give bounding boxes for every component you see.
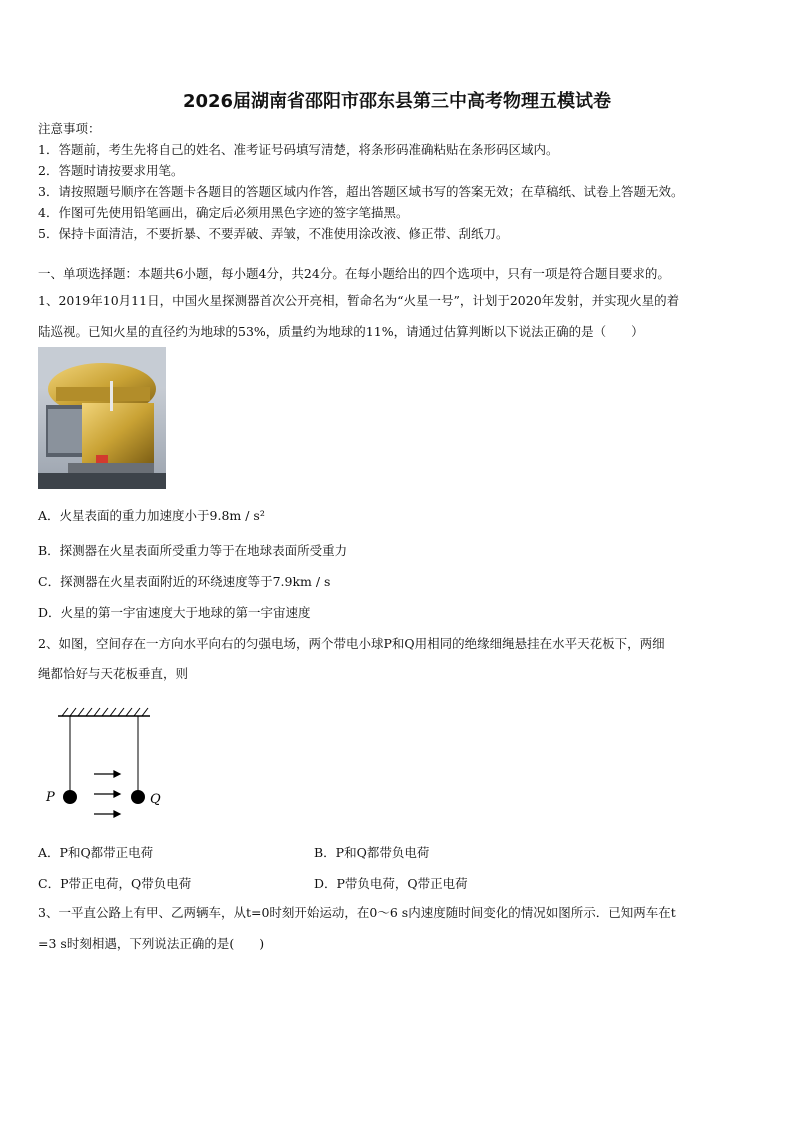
label-q: Q — [150, 792, 161, 807]
notice-item: 3．请按照题号顺序在答题卡各题目的答题区域内作答，超出答题区域书写的答案无效；在草稿纸、试卷上答题无效。 — [38, 184, 684, 199]
question-2-option-c: C．P带正电荷，Q带负电荷 — [38, 876, 192, 891]
question-2-stem-line-2: 绳都恰好与天花板垂直，则 — [38, 666, 189, 681]
electric-field-figure — [38, 700, 178, 820]
question-1-option-c: C．探测器在火星表面附近的环绕速度等于7.9km / s — [38, 574, 331, 589]
exam-title: 2026届湖南省邵阳市邵东县第三中高考物理五模试卷 — [182, 91, 612, 112]
question-2-option-d: D．P带负电荷，Q带正电荷 — [314, 876, 468, 891]
question-1-stem-line-2: 陆巡视。已知火星的直径约为地球的53%，质量约为地球的11%，请通过估算判断以下说法正确的是（ ） — [38, 324, 644, 339]
field-arrows — [94, 771, 120, 817]
question-1-option-d: D．火星的第一宇宙速度大于地球的第一宇宙速度 — [38, 605, 311, 620]
question-3-stem-line-1: 3、一平直公路上有甲、乙两辆车，从t=0时刻开始运动，在0～6 s内速度随时间变化的情况如图所示．已知两车在t — [38, 905, 676, 920]
question-1-option-b: B．探测器在火星表面所受重力等于在地球表面所受重力 — [38, 543, 348, 558]
notice-item: 4．作图可先使用铅笔画出，确定后必须用黑色字迹的签字笔描黑。 — [38, 205, 409, 220]
label-p: P — [46, 790, 55, 805]
ball-p — [63, 790, 77, 804]
notice-heading: 注意事项： — [38, 121, 101, 136]
question-2-option-b: B．P和Q都带负电荷 — [314, 845, 430, 860]
question-2-option-a: A．P和Q都带正电荷 — [38, 845, 154, 860]
notice-item: 5．保持卡面清洁，不要折暴、不要弄破、弄皱，不准使用涂改液、修正带、刮纸刀。 — [38, 226, 509, 241]
question-1-option-a: A．火星表面的重力加速度小于9.8m / s² — [38, 508, 265, 523]
question-2-stem-line-1: 2、如图，空间存在一方向水平向右的匀强电场，两个带电小球P和Q用相同的绝缘细绳悬挂在水平天花板下，两细 — [38, 636, 665, 651]
question-1-stem-line-1: 1、2019年10月11日，中国火星探测器首次公开亮相，暂命名为“火星一号”，计划于2020年发射，并实现火星的着 — [38, 293, 680, 308]
section-heading: 一、单项选择题：本题共6小题，每小题4分，共24分。在每小题给出的四个选项中，只有一项是符合题目要求的。 — [38, 266, 670, 281]
question-3-stem-line-2: =3 s时刻相遇，下列说法正确的是( ) — [38, 936, 265, 951]
notice-item: 2．答题时请按要求用笔。 — [38, 163, 184, 178]
notice-item: 1．答题前，考生先将自己的姓名、准考证号码填写清楚，将条形码准确粘贴在条形码区域内。 — [38, 142, 559, 157]
ball-q — [131, 790, 145, 804]
mars-probe-photo — [38, 347, 166, 489]
